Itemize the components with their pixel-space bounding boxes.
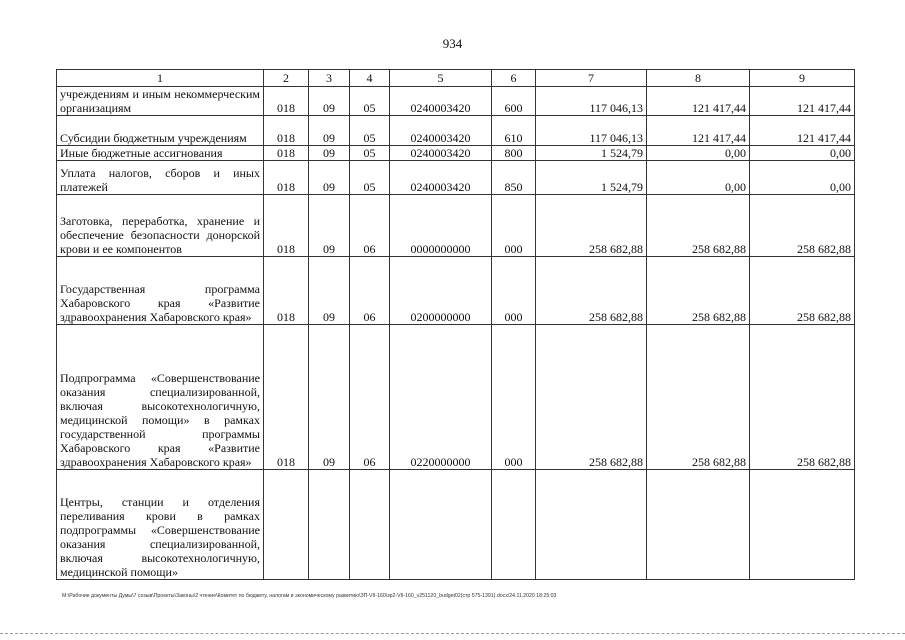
header-col-3: 3	[309, 70, 350, 87]
gov-code-cell: 018	[264, 195, 309, 257]
subsection-cell	[350, 470, 390, 580]
amount-col8-cell: 258 682,88	[647, 325, 750, 470]
expense-type-cell: 600	[492, 87, 536, 116]
row-name-cell: Иные бюджетные ассигнования	[57, 146, 264, 161]
document-footer-path: M:\Рабочие документы Думы\7 созыв\Проекты\Законы\2 чтение\Комитет по бюджету, налогам и экономическому развитию\ЗП-VII-160\зр2-VII-160_v251120_budget02(стр 575-1391).docx/24.11.2020 18:25:03	[62, 593, 557, 599]
section-cell: 09	[309, 146, 350, 161]
header-col-8: 8	[647, 70, 750, 87]
amount-col7-cell: 258 682,88	[536, 195, 647, 257]
section-cell	[309, 470, 350, 580]
header-col-2: 2	[264, 70, 309, 87]
target-article-cell: 0240003420	[390, 146, 492, 161]
target-article-cell: 0240003420	[390, 87, 492, 116]
amount-col8-cell: 258 682,88	[647, 195, 750, 257]
amount-col9-cell: 258 682,88	[750, 195, 855, 257]
amount-col9-cell	[750, 470, 855, 580]
gov-code-cell: 018	[264, 257, 309, 325]
table-row	[57, 87, 855, 116]
amount-col9-cell: 258 682,88	[750, 325, 855, 470]
subsection-cell: 05	[350, 87, 390, 116]
amount-col8-cell	[647, 470, 750, 580]
amount-col7-cell: 117 046,13	[536, 87, 647, 116]
header-col-7: 7	[536, 70, 647, 87]
subsection-cell: 06	[350, 195, 390, 257]
table-row	[57, 257, 855, 325]
target-article-cell: 0240003420	[390, 116, 492, 146]
target-article-cell: 0220000000	[390, 325, 492, 470]
gov-code-cell: 018	[264, 325, 309, 470]
gov-code-cell	[264, 470, 309, 580]
amount-col8-cell: 0,00	[647, 146, 750, 161]
page-edge-divider	[0, 633, 905, 634]
table-row	[57, 325, 855, 470]
header-col-9: 9	[750, 70, 855, 87]
row-name-cell: Субсидии бюджетным учреждениям	[57, 116, 264, 146]
expense-type-cell: 850	[492, 161, 536, 195]
expense-type-cell: 610	[492, 116, 536, 146]
table-row	[57, 161, 855, 195]
target-article-cell: 0240003420	[390, 161, 492, 195]
amount-col7-cell: 258 682,88	[536, 325, 647, 470]
section-cell: 09	[309, 87, 350, 116]
section-cell: 09	[309, 195, 350, 257]
subsection-cell: 06	[350, 257, 390, 325]
header-col-6: 6	[492, 70, 536, 87]
expense-type-cell: 000	[492, 325, 536, 470]
gov-code-cell: 018	[264, 87, 309, 116]
row-name-cell: Государственная программа Хабаровского края «Развитие здравоохранения Хабаровского края»	[57, 257, 264, 325]
gov-code-cell: 018	[264, 161, 309, 195]
page-number: 934	[442, 36, 463, 51]
amount-col9-cell: 0,00	[750, 146, 855, 161]
subsection-cell: 05	[350, 146, 390, 161]
amount-col8-cell: 258 682,88	[647, 257, 750, 325]
row-name-cell: Центры, станции и отделения переливания крови в рамках подпрограммы «Совершенствование оказания специализированной, включая высокотехнологичную, медицинской помощи»	[57, 470, 264, 580]
target-article-cell: 0200000000	[390, 257, 492, 325]
amount-col8-cell: 0,00	[647, 161, 750, 195]
row-name-cell: Подпрограмма «Совершенствование оказания специализированной, включая высокотехнологичную, медицинской помощи» в рамках государственной программы Хабаровского края «Развитие здравоохранения Хабаровского края»	[57, 325, 264, 470]
target-article-cell: 0000000000	[390, 195, 492, 257]
row-name-cell: Уплата налогов, сборов и иных платежей	[57, 161, 264, 195]
amount-col9-cell: 0,00	[750, 161, 855, 195]
expense-type-cell	[492, 470, 536, 580]
row-name-cell: учреждениям и иным некоммерческим организациям	[57, 87, 264, 116]
amount-col7-cell	[536, 470, 647, 580]
expense-type-cell: 800	[492, 146, 536, 161]
amount-col8-cell: 121 417,44	[647, 116, 750, 146]
table-row	[57, 470, 855, 580]
budget-table	[56, 69, 855, 580]
amount-col8-cell: 121 417,44	[647, 87, 750, 116]
header-col-1: 1	[57, 70, 264, 87]
table-row	[57, 146, 855, 161]
target-article-cell	[390, 470, 492, 580]
gov-code-cell: 018	[264, 116, 309, 146]
section-cell: 09	[309, 257, 350, 325]
table-row	[57, 116, 855, 146]
amount-col7-cell: 1 524,79	[536, 161, 647, 195]
amount-col9-cell: 258 682,88	[750, 257, 855, 325]
subsection-cell: 06	[350, 325, 390, 470]
subsection-cell: 05	[350, 161, 390, 195]
section-cell: 09	[309, 116, 350, 146]
row-name-cell: Заготовка, переработка, хранение и обеспечение безопасности донорской крови и ее компонентов	[57, 195, 264, 257]
table-header-row	[57, 70, 855, 87]
header-col-5: 5	[390, 70, 492, 87]
amount-col7-cell: 1 524,79	[536, 146, 647, 161]
table-row	[57, 195, 855, 257]
expense-type-cell: 000	[492, 195, 536, 257]
expense-type-cell: 000	[492, 257, 536, 325]
amount-col7-cell: 258 682,88	[536, 257, 647, 325]
gov-code-cell: 018	[264, 146, 309, 161]
amount-col7-cell: 117 046,13	[536, 116, 647, 146]
header-col-4: 4	[350, 70, 390, 87]
amount-col9-cell: 121 417,44	[750, 87, 855, 116]
amount-col9-cell: 121 417,44	[750, 116, 855, 146]
section-cell: 09	[309, 325, 350, 470]
section-cell: 09	[309, 161, 350, 195]
subsection-cell: 05	[350, 116, 390, 146]
